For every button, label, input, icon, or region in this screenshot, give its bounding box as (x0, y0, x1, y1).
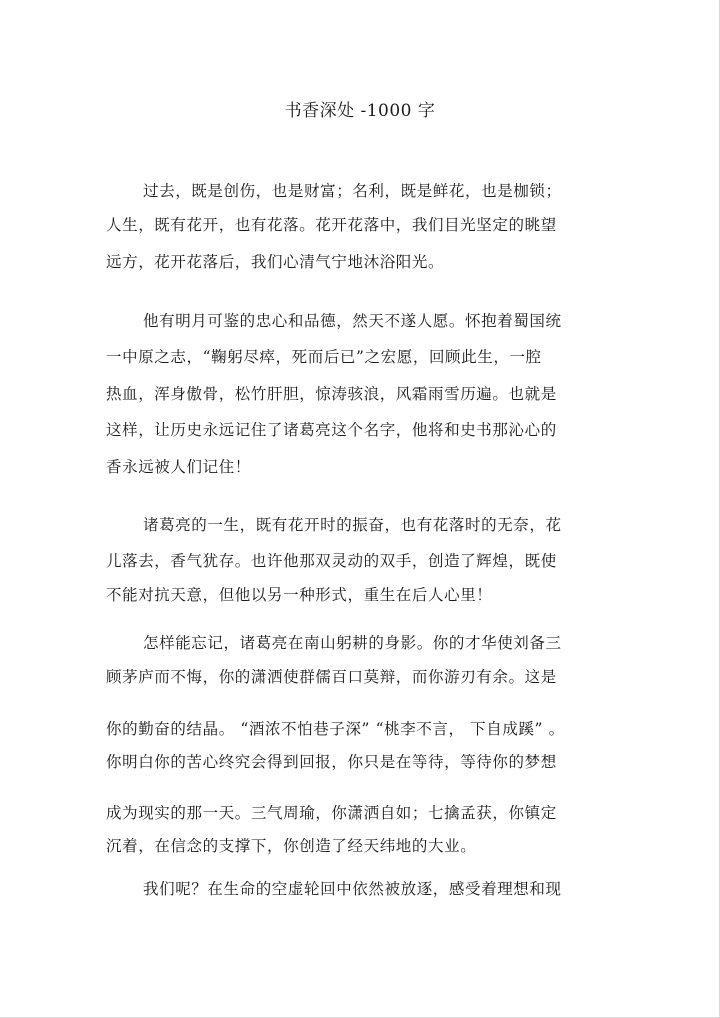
text-line: 我们呢？在生命的空虚轮回中依然被放逐，感受着理想和现 (143, 880, 562, 898)
text-line: 成为现实的那一天。三气周瑜，你潇洒自如；七擒孟获，你镇定 (106, 804, 557, 822)
document-title: 书香深处 -1000 字 (284, 101, 436, 121)
text-line: 远方，花开花落后，我们心清气宁地沐浴阳光。 (106, 253, 445, 271)
text-line: 一中原之志，“鞠躬尽瘁，死而后已”之宏愿，回顾此生，一腔 (106, 348, 542, 366)
text-line: 过去，既是创伤，也是财富；名利，既是鲜花，也是枷锁； (143, 182, 562, 200)
text-line: 诸葛亮的一生，既有花开时的振奋，也有花落时的无奈，花 (143, 516, 562, 534)
text-line: 这样，让历史永远记住了诸葛亮这个名字，他将和史书那沁心的 (106, 421, 557, 439)
text-line: 人生，既有花开，也有花落。花开花落中，我们目光坚定的眺望 (106, 216, 557, 234)
text-line: 顾茅庐而不悔，你的潇洒使群儒百口莫辩，而你游刃有余。这是 (106, 668, 557, 686)
text-line: 沉着，在信念的支撑下，你创造了经天纬地的大业。 (106, 837, 477, 855)
text-line: 怎样能忘记，诸葛亮在南山躬耕的身影。你的才华使刘备三 (143, 634, 562, 652)
text-line: 你的勤奋的结晶。 “酒浓不怕巷子深” “桃李不言， 下自成蹊” 。 (106, 720, 565, 738)
text-line: 你明白你的苦心终究会得到回报，你只是在等待，等待你的梦想 (106, 753, 557, 771)
text-line: 不能对抗天意，但他以另一种形式，重生在后人心里！ (106, 586, 493, 604)
text-line: 热血，浑身傲骨，松竹肝胆，惊涛骇浪，风霜雨雪历遍。也就是 (106, 385, 557, 403)
text-line: 儿落去，香气犹存。也许他那双灵动的双手，创造了辉煌，既使 (106, 552, 557, 570)
text-line: 香永远被人们记住！ (106, 458, 251, 476)
text-line: 他有明月可鉴的忠心和品德，然天不遂人愿。怀抱着蜀国统 (143, 312, 562, 330)
